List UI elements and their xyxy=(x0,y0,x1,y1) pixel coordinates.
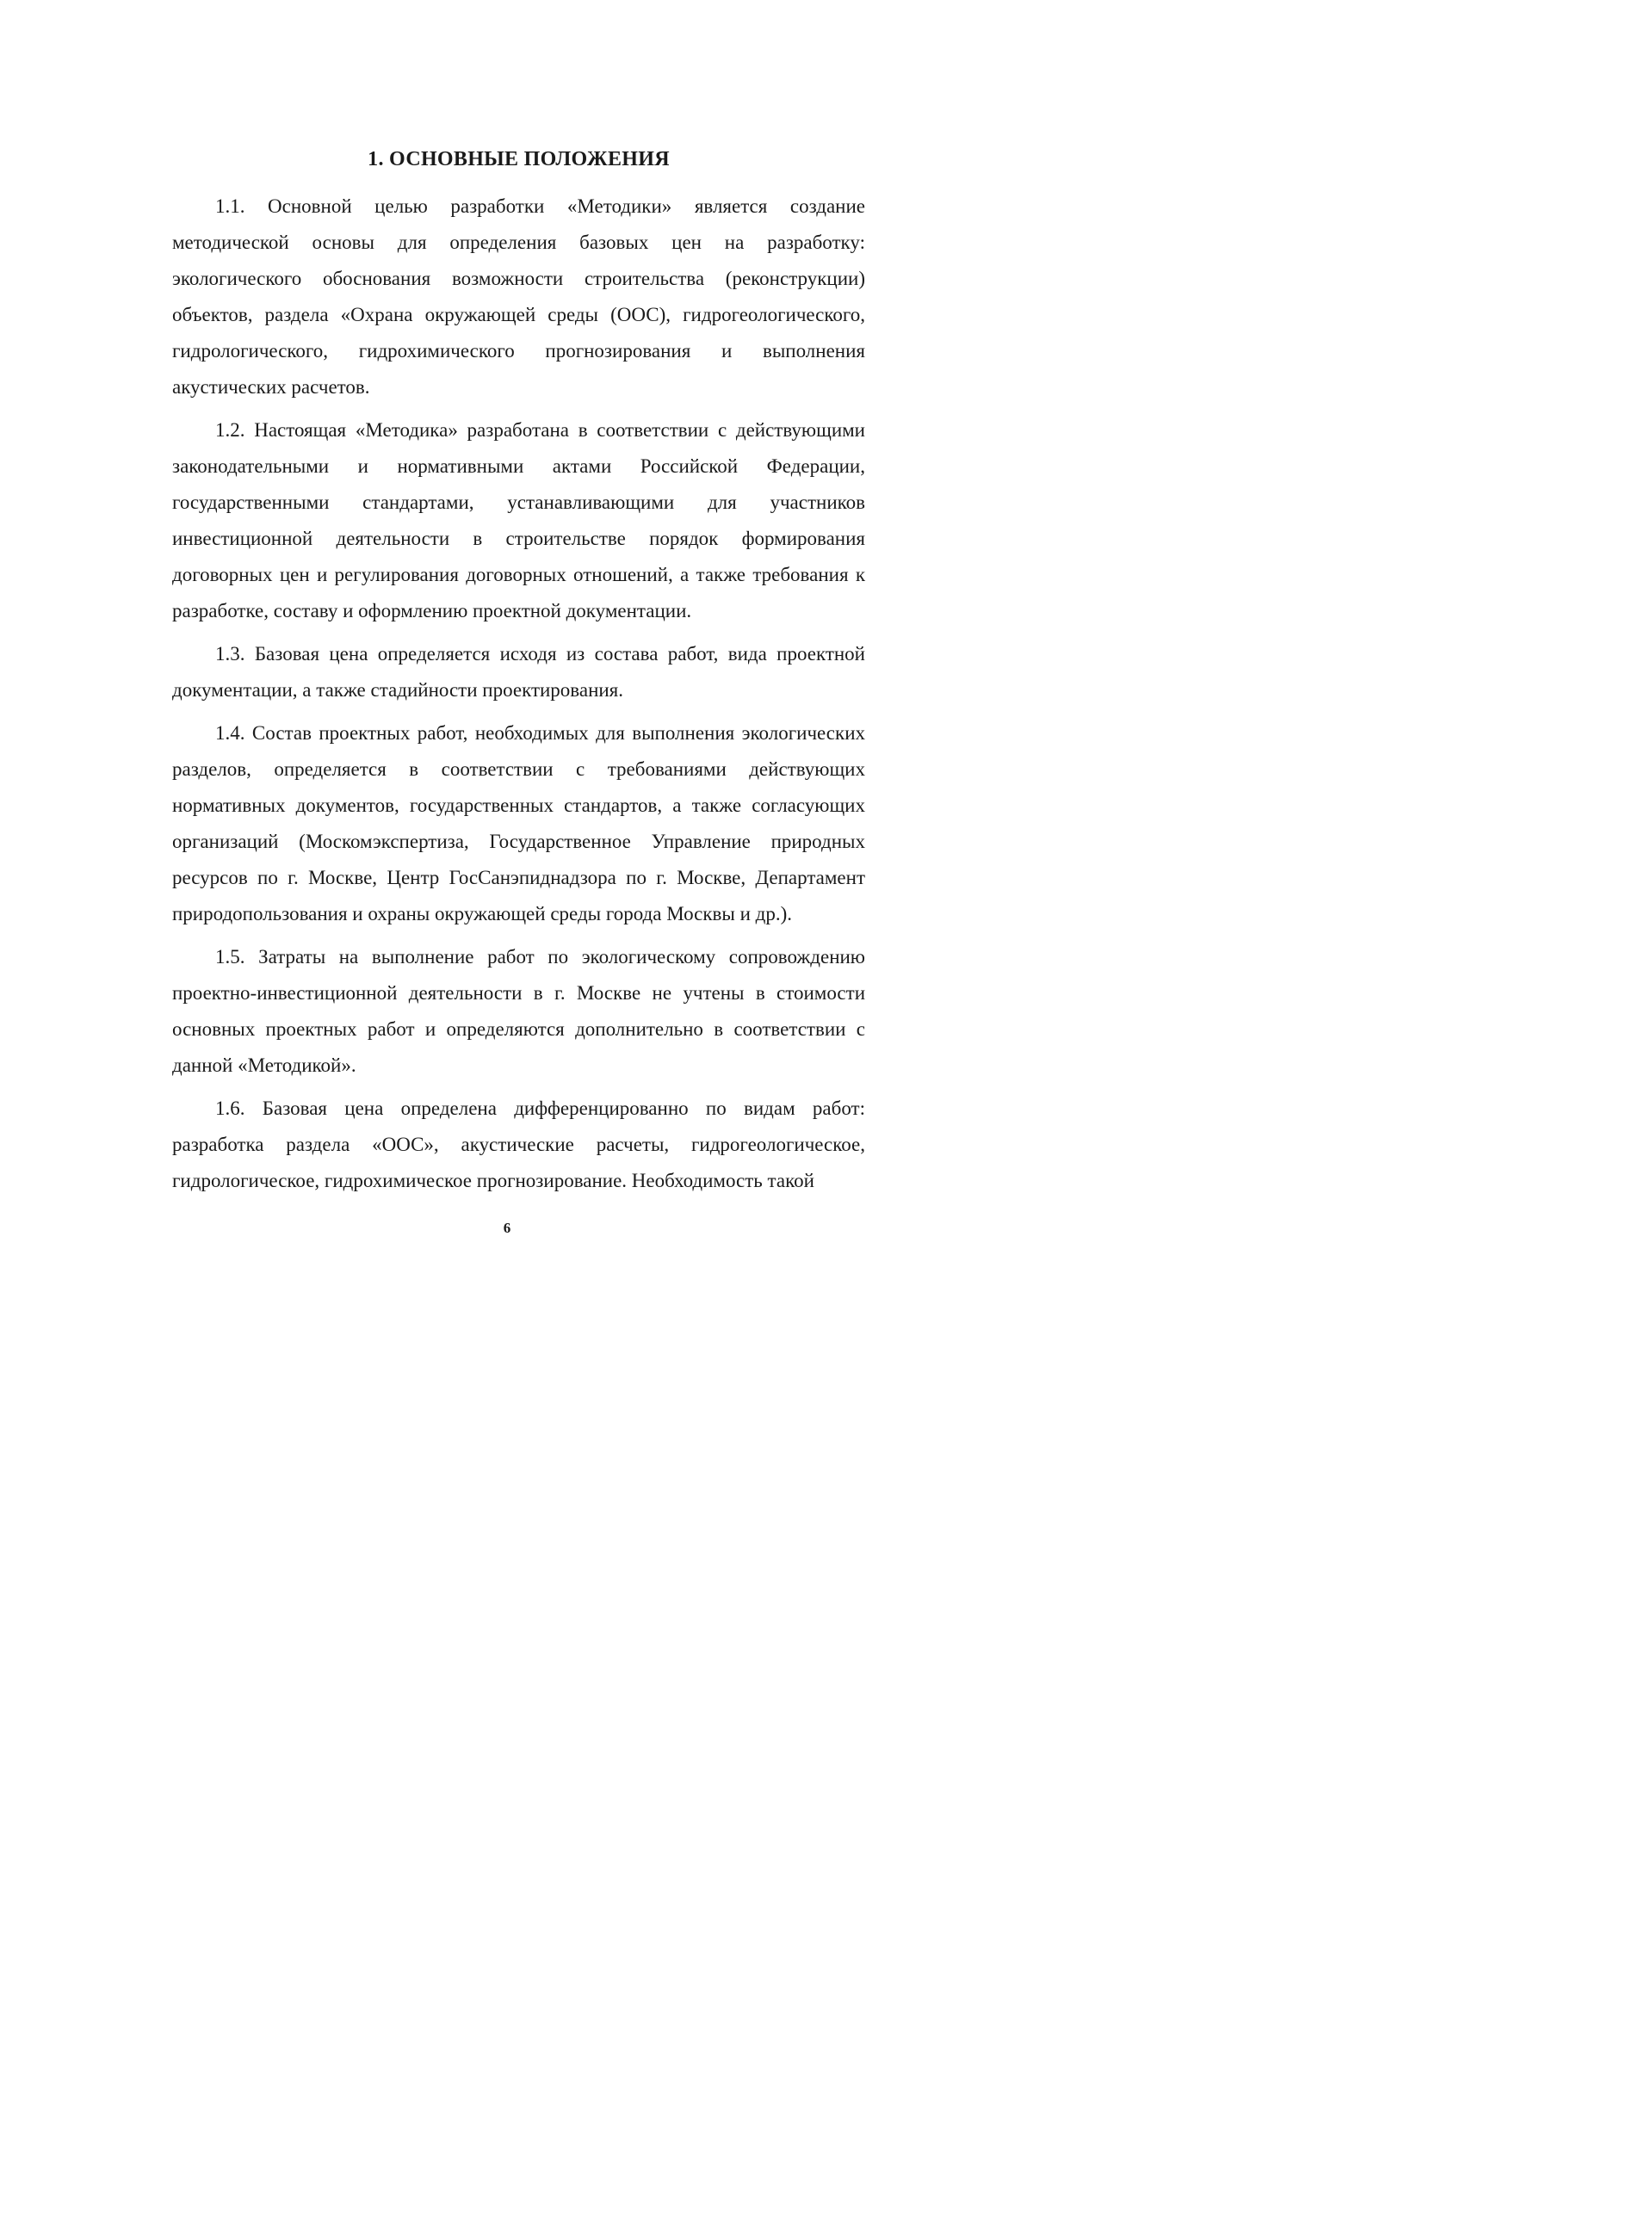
paragraph-1-6: 1.6. Базовая цена определена дифференцированно по видам работ: разработка раздела «ООС», акустические расчеты, гидрогеологическое, гидрологическое, гидрохимическое прогнозирование. Необходимость такой xyxy=(172,1098,865,1191)
body-text xyxy=(172,189,865,1206)
paragraph-1-3: 1.3. Базовая цена определяется исходя из состава работ, вида проектной документации, а также стадийности проектирования. xyxy=(172,643,865,701)
paragraph-1-2: 1.2. Настоящая «Методика» разработана в соответствии с действующими законодательными и нормативными актами Российской Федерации, государственными стандартами, устанавливающими для участников инвестиционной деятельности в строительстве порядок формирования договорных цен и регулирования договорных отношений, а также требования к разработке, составу и оформлению проектной документации. xyxy=(172,419,865,621)
page-number: 6 xyxy=(503,1220,511,1236)
section-title: 1. ОСНОВНЫЕ ПОЛОЖЕНИЯ xyxy=(368,148,670,170)
paragraph-1-5: 1.5. Затраты на выполнение работ по экологическому сопровождению проектно-инвестиционной деятельности в г. Москве не учтены в стоимости основных проектных работ и определяются дополнительно в соответствии с данной «Методикой». xyxy=(172,946,865,1076)
document-page xyxy=(0,0,1014,1368)
paragraph-1-4: 1.4. Состав проектных работ, необходимых для выполнения экологических разделов, определяется в соответствии с требованиями действующих нормативных документов, государственных стандартов, а также согласующих организаций (Москомэкспертиза, Государственное Управление природных ресурсов по г. Москве, Центр ГосСанэпиднадзора по г. Москве, Департамент природопользования и охраны окружающей среды города Москвы и др.). xyxy=(172,722,865,924)
paragraph-1-1: 1.1. Основной целью разработки «Методики» является создание методической основы для определения базовых цен на разработку: экологического обоснования возможности строительства (реконструкции) объектов, раздела «Охрана окружающей среды (ООС), гидрогеологического, гидрологического, гидрохимического прогнозирования и выполнения акустических расчетов. xyxy=(172,195,865,398)
